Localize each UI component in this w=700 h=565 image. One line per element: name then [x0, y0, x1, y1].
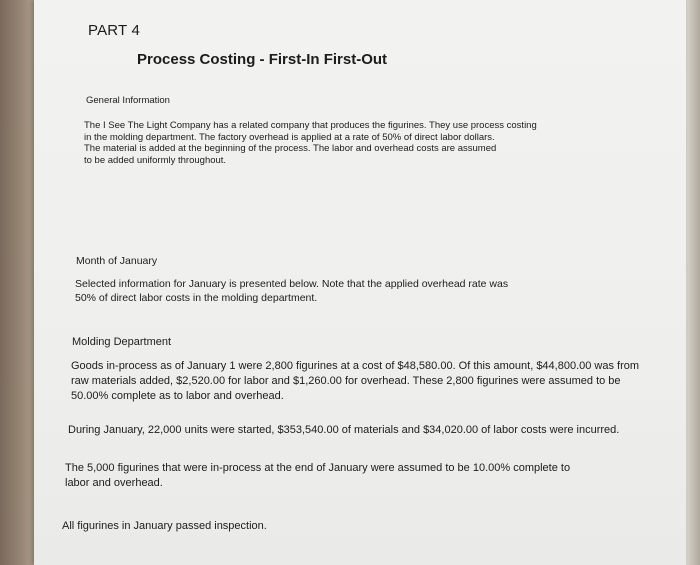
month-heading: Month of January — [76, 255, 158, 267]
general-information-paragraph — [84, 120, 537, 166]
paper-sheet — [34, 0, 686, 565]
text-line: labor and overhead. — [65, 477, 163, 489]
month-paragraph — [75, 277, 508, 305]
text-line: 50.00% complete as to labor and overhead. — [71, 390, 284, 402]
text-line: The 5,000 figurines that were in-process at the end of January were assumed to be 10.00% complete to — [65, 462, 571, 474]
general-information-heading: General Information — [86, 95, 170, 106]
inspection-paragraph: All figurines in January passed inspection. — [62, 520, 267, 532]
ending-inventory-paragraph — [65, 461, 570, 491]
molding-department-paragraph — [71, 359, 639, 404]
text-line: Goods in-process as of January 1 were 2,800 figurines at a cost of $48,580.00. Of this amount, $44,800.00 was from — [71, 360, 640, 372]
during-january-paragraph: During January, 22,000 units were started, $353,540.00 of materials and $34,020.00 of labor costs were incurred. — [68, 424, 620, 436]
text-line: Selected information for January is presented below. Note that the applied overhead rate was — [75, 278, 509, 290]
text-line: raw materials added, $2,520.00 for labor and $1,260.00 for overhead. These 2,800 figurines were assumed to be — [71, 375, 621, 387]
part-label: PART 4 — [88, 22, 141, 39]
desk-background-right — [686, 0, 700, 565]
text-line: The material is added at the beginning of the process. The labor and overhead costs are assumed — [84, 143, 497, 154]
text-line: 50% of direct labor costs in the molding department. — [75, 292, 318, 304]
text-line: in the molding department. The factory overhead is applied at a rate of 50% of direct labor dollars. — [84, 131, 495, 143]
text-line: The I See The Light Company has a related company that produces the figurines. They use process costing — [84, 120, 537, 131]
molding-department-heading: Molding Department — [72, 336, 172, 348]
document-title: Process Costing - First-In First-Out — [137, 51, 388, 68]
text-line: to be added uniformly throughout. — [84, 154, 227, 166]
